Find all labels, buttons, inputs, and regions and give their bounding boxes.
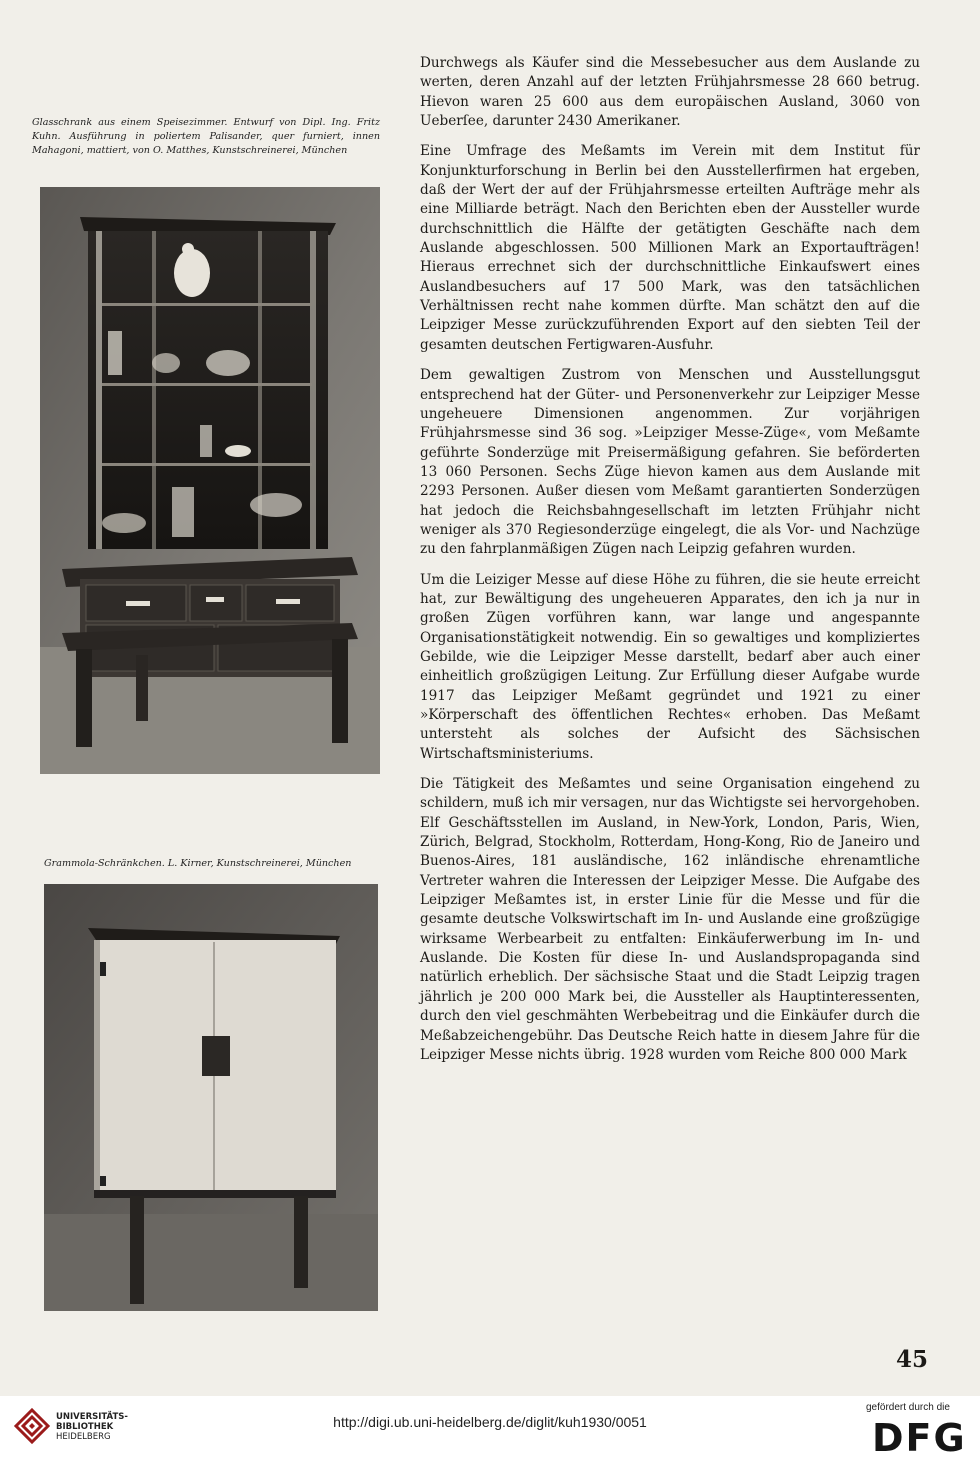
digitization-footer	[0, 1396, 980, 1466]
university-library-logo-icon	[12, 1406, 52, 1446]
funding-note: gefördert durch die	[866, 1402, 950, 1413]
library-name-line-3: HEIDELBERG	[56, 1432, 111, 1442]
library-name-line-2: BIBLIOTHEK	[56, 1422, 114, 1432]
paragraph-messamt-activity: Die Tätigkeit des Meßamtes und seine Organisation eingehend zu schildern, muß ich mir versagen, nur das Wichtigste sei hervorgehoben. Elf Geschäftsstellen im Ausland, in New-York, London, Paris, Wien, Zürich, Belgrad, Stockholm, Rotterdam, Hong-Kong, Rio de Janeiro und Buenos-Aires, 181 ausländische, 162 inländische ehrenamtliche Vertreter wahren die Interessen der Leipziger Messe. Die Aufgabe des Leipziger Meßamtes ist, in erster Linie für die Messe und für die gesamte deutsche Volkswirtschaft im In- und Auslande eine großzügige wirksame Werbearbeit zu entfalten: Einkäuferwerbung im In- und Auslande. Die Kosten für diese In- und Auslandspropaganda sind natürlich erheblich. Der sächsische Staat und die Stadt Leipzig tragen jährlich je 200 000 Mark bei, die Aussteller als Hauptinteressenten, durch den viel geschmähten Werbebeitrag und die Einkäufer durch die Meßabzeichengebühr. Das Deutsche Reich hatte in diesem Jahre für die Leipziger Messe nichts übrig. 1928 wurden vom Reiche 800 000 Mark	[420, 776, 920, 1063]
library-name-line-1: UNIVERSITÄTS-	[56, 1412, 128, 1422]
dfg-logo: DFG	[872, 1416, 967, 1460]
photo-caption-glass-cabinet: Glasschrank aus einem Speisezimmer. Entwurf von Dipl. Ing. Fritz Kuhn. Ausführung in poliertem Palisander, quer furniert, innen Mahagoni, mattiert, von O. Matthes, Kunstschreinerei, München	[32, 117, 380, 156]
photo-caption-gramophone-cabinet: Grammola-Schränkchen. L. Kirner, Kunstschreinerei, München	[44, 858, 352, 869]
page-number: 45	[896, 1346, 929, 1373]
paragraph-fair-trains: Dem gewaltigen Zustrom von Menschen und Ausstellungsgut entsprechend hat der Güter- und Personenverkehr zur Leipziger Messe ungeheuere Dimensionen angenommen. Zur vorjährigen Frühjahrsmesse sind 36 sog. »Leipziger Messe-Züge«, vom Meßamte geführte Sonderzüge mit Preisermäßigung gefahren. Sie beförderten 13 060 Personen. Sechs Züge hievon kamen aus dem Auslande mit 2293 Personen. Außer diesen vom Meßamt garantierten Sonderzügen hat jedoch die Reichsbahngesellschaft im letzten Frühjahr nicht weniger als 370 Regiesonderzüge eingelegt, die als Vor- und Nachzüge zu den fahrplanmäßigen Zügen nach Leipzig gefahren wurden.	[420, 367, 920, 558]
source-url-link[interactable]: http://digi.ub.uni-heidelberg.de/diglit/kuh1930/0051	[333, 1414, 647, 1430]
photo-gramophone-cabinet	[44, 884, 378, 1311]
paragraph-survey-orders: Eine Umfrage des Meßamts im Verein mit dem Institut für Konjunkturforschung in Berlin bei den Ausstellerfirmen hat ergeben, daß der Wert der auf der Frühjahrsmesse erteilten Aufträge mehr als eine Milliarde beträgt. Nach den Berichten eben der Aussteller wurde durchschnittlich die Hälfte der getätigten Geschäfte nach dem Auslande abgeschlossen. 500 Millionen Mark an Exportaufträgen! Hieraus errechnet sich der durchschnittliche Einkaufswert eines Auslandbesuchers auf 17 500 Mark, was den tatsächlichen Verhältnissen recht nahe kommen dürfte. Man schätzt den auf die Leipziger Messe zurückzuführenden Export auf den siebten Teil der gesamten deutschen Fertigwaren-Ausfuhr.	[420, 143, 920, 353]
photo-glass-cabinet	[40, 187, 380, 774]
paragraph-foreign-visitors: Durchwegs als Käufer sind die Messebesucher aus dem Auslande zu werten, deren Anzahl auf der letzten Frühjahrsmesse 28 660 betrug. Hievon waren 25 600 aus dem europäischen Ausland, 3060 von Ueberſee, darunter 2430 Amerikaner.	[420, 55, 920, 130]
article-text-column	[420, 54, 920, 1076]
paragraph-messamt-organisation: Um die Leiziger Messe auf diese Höhe zu führen, die sie heute erreicht hat, zur Bewältigung des ungeheueren Apparates, den ich ja nur in großen Zügen vorführen kann, war lange und angespannte Organisationstätigkeit notwendig. Ein so gewaltiges und kompliziertes Gebilde, wie die Leipziger Messe darstellt, bedarf aber auch einer einheitlich großzügigen Leitung. Zur Erfüllung dieser Aufgabe wurde 1917 das Leipziger Meßamt gegründet und 1921 zu einer »Körperschaft des öffentlichen Rechtes« erhoben. Das Meßamt untersteht als solches der Aufsicht des Sächsischen Wirtschaftsministeriums.	[420, 571, 920, 762]
library-name	[56, 1412, 128, 1442]
